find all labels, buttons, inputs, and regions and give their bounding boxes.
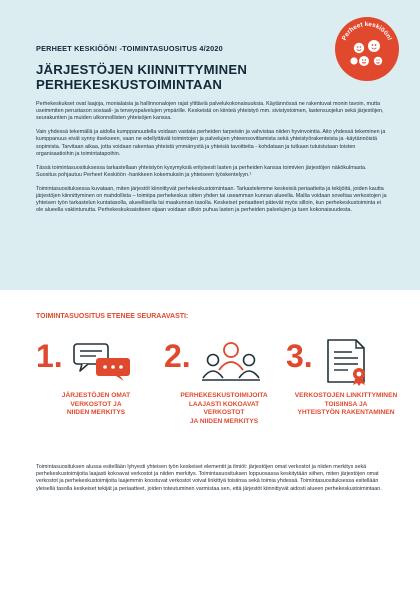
footer-text <box>36 464 388 493</box>
steps-heading: TOIMINTASUOSITUS ETENEE SEURAAVASTI: <box>36 313 189 320</box>
caption-line: YHTEISTYÖN RAKENTAMINEN <box>297 409 395 417</box>
caption-line: NIIDEN MERKITYS <box>66 409 126 417</box>
svg-text:Perheet keskiöön!: Perheet keskiöön! <box>340 20 394 42</box>
step-3 <box>286 340 406 450</box>
series-label: PERHEET KESKIÖÖN! -TOIMINTASUOSITUS 4/2020 <box>36 44 223 53</box>
step-number: 2. <box>164 338 191 374</box>
intro-text <box>36 101 388 221</box>
document-checklist-icon <box>322 338 374 386</box>
step-2 <box>164 340 284 450</box>
caption-line: VERKOSTOT JA <box>70 400 122 408</box>
step-caption <box>164 392 284 426</box>
intro-paragraph: Vain yhdessä tekemällä ja aidolla kumppanuudella voidaan vastata perheiden tarpeisiin ja vahvistaa niiden hyvinvointia. Aito yhdessä tekeminen ja kumppanuus eivät synny itsekseen, vaan ne edellyttävät toimintojen ja palvelujen yhteensovittamista sekä yhteistyörakenteista ja -käytännöistä sopimista. Tarvitaan aikaa, jotta voidaan rakentaa yhteistä ymmärrystä ja yhteisiä tavoitteita - kohdataan ja tutkaan tutuistutaan toisten organisaatioihin ja toimintatapoihin. <box>36 129 386 157</box>
caption-line: VERKOSTOJEN LINKITTYMINEN <box>294 392 398 399</box>
caption-line: JÄRJESTÖJEN OMAT <box>61 392 131 399</box>
people-group-icon <box>200 340 262 384</box>
page-title <box>36 62 356 92</box>
footer-paragraph: Toimintasuosituksen alussa esitellään lyhyesti yhteisen työn keskeiset elementit ja ilmiöt: järjestöjen omat verkostot ja niiden merkitys sekä perhekeskustoimijoita laajasti kokoavat verkostot ja niiden merkitys. Toimintasuosituksen loppuosassa keskitytään siihen, miten järjestöjen omat verkostot ja perhekeskustoimijoita laajemmin koostuvat verkostot voivat linkittyä toisiinsa sekä toimia yhdessä. Toimintasuosituksessa esitellään yleisellä tasolla keskeiset tekijät ja periaatteet, joiden toteutuminen varmistaa sen, että järjestöt kiinnittyvät aidosti alueen perhekeskustoimintaan. <box>36 464 382 492</box>
chat-bubbles-icon <box>72 340 134 382</box>
step-caption <box>36 392 156 418</box>
caption-line: PERHEKESKUSTOIMIJOITA <box>180 392 268 399</box>
caption-line: JA NIIDEN MERKITYS <box>189 417 259 425</box>
step-number: 3. <box>286 338 313 374</box>
step-caption <box>286 392 406 418</box>
title-line: PERHEKESKUSTOIMINTAAN <box>36 77 223 92</box>
intro-paragraph: Toimintasuosituksessa kuvataan, miten järjestöt kiinnittyvät perhekeskustoimintaan. Tarkastelemme keskeisiä periaatteita ja tekijöitä, joiden kautta järjestöjen kiinnittyminen on mahdollista – toimiipa perhekeskus sitten yhden tai useamman kunnan alueella. Mallia voidaan soveltaa verkostojen ja yhteisen työn tarkastelun kuntatasolla, alueellisella tai maakunnan tasolla. Keskeiset periaatteet pätevät myös silloin, kun perhekeskustoiminta ei ole alueella vakiintunutta. Perhekeskuksaisiteen sijaan voidaan silloin puhua lasten ja perheiden palvelujen ja tuen kokonaisuudesta. <box>36 185 387 214</box>
perheet-keskioon-logo <box>334 16 400 82</box>
step-number: 1. <box>36 338 63 374</box>
caption-line: VERKOSTOT <box>203 409 245 417</box>
intro-section <box>0 0 420 290</box>
step-1 <box>36 340 156 450</box>
caption-line: LAAJASTI KOKOAVAT <box>188 400 260 408</box>
intro-paragraph: Tässä toimintasuosituksessa tarkastellaan yhteistyön kysymyksiä erityisesti lasten ja perheiden kanssa toimivien järjestöjen näkökulmasta. Suositus pohjautuu Perheet Keskiöön -hankkeen kokemuksiin ja yhteiseen työskentelyyn.¹ <box>36 164 367 178</box>
caption-line: TOISIINSA JA <box>324 400 368 408</box>
intro-paragraph: Perhekeskukset ovat laajoja, monialaisia ja hallinnonalojen rajat ylittäviä palvelukokonaisuuksia. Käytännössä ne rakentuvat monin tavoin, mutta useimmiten perustason sosiaali- ja terveyspalvelujen ympärille. Keskeistä on kiinteä yhteistyö mm. sivistystoimen, lastensuojelun sekä järjestöjen, seurakuntien ja muiden ulkonnollisten yhteisöjen kanssa. <box>36 101 384 122</box>
title-line: JÄRJESTÖJEN KIINNITTYMINEN <box>36 62 248 77</box>
